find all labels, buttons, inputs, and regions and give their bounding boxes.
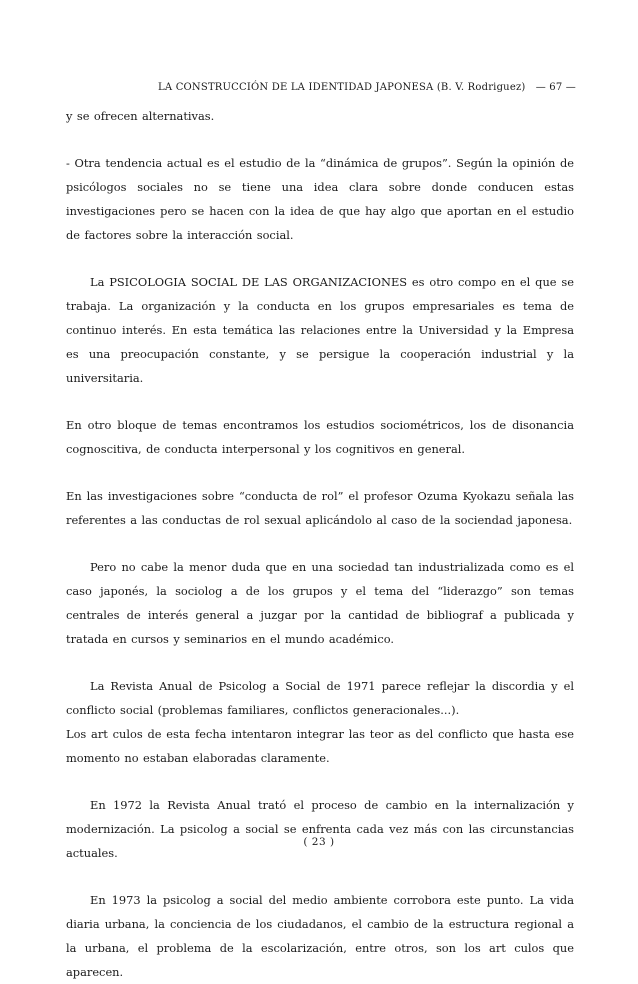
paragraph-2: - Otra tendencia actual es el estudio de la “dinámica de grupos”. Según la opinión de psicólogos sociales no se tiene una idea clara sobre donde conducen estas investigaciones pero se hacen con la idea de que hay algo que aportan en el estudio de factores sobre la interacción social. <box>66 156 574 242</box>
running-header: LA CONSTRUCCIÓN DE LA IDENTIDAD JAPONESA (B. V. Rodriguez) — 67 — <box>158 82 576 93</box>
paragraph-4: En otro bloque de temas encontramos los estudios sociométricos, los de disonancia cognoscitiva, de conducta interpersonal y los cognitivos en general. <box>66 418 574 456</box>
paragraph-3: La PSICOLOGIA SOCIAL DE LAS ORGANIZACIONES es otro compo en el que se trabaja. La organización y la conducta en los grupos empresariales es tema de continuo interés. En esta temática las relaciones entre la Universidad y la Empresa es una preocupación constante, y se persigue la cooperación industrial y la universitaria. <box>66 275 574 385</box>
paragraph-6: Pero no cabe la menor duda que en una sociedad tan industrializada como es el caso japonés, la sociolog a de los grupos y el tema del “liderazgo” son temas centrales de interés general a juzgar por la cantidad de bibliograf a publicada y tratada en cursos y seminarios en el mundo académico. <box>66 560 574 646</box>
page-number: ( 23 ) <box>303 836 335 848</box>
paragraph-10: En 1973 la psicolog a social del medio ambiente corrobora este punto. La vida diaria urbana, la conciencia de los ciudadanos, el cambio de la estructura regional a la urbana, el problema de la escolarización, entre otros, son los art culos que aparecen. <box>66 893 574 979</box>
paragraph-1: y se ofrecen alternativas. <box>66 109 215 123</box>
paragraph-7: La Revista Anual de Psicolog a Social de 1971 parece reflejar la discordia y el conflicto social (problemas familiares, conflictos generacionales...). <box>66 679 574 717</box>
paragraph-9: En 1972 la Revista Anual trató el proceso de cambio en la internalización y modernización. La psicolog a social se enfrenta cada vez más con las circunstancias actuales. <box>66 798 574 860</box>
paragraph-8: Los art culos de esta fecha intentaron integrar las teor as del conflicto que hasta ese momento no estaban elaboradas claramente. <box>66 727 574 765</box>
paragraph-5: En las investigaciones sobre “conducta de rol” el profesor Ozuma Kyokazu señala las referentes a las conductas de rol sexual aplicándolo al caso de la sociendad japonesa. <box>66 489 574 527</box>
body-text <box>66 104 574 984</box>
